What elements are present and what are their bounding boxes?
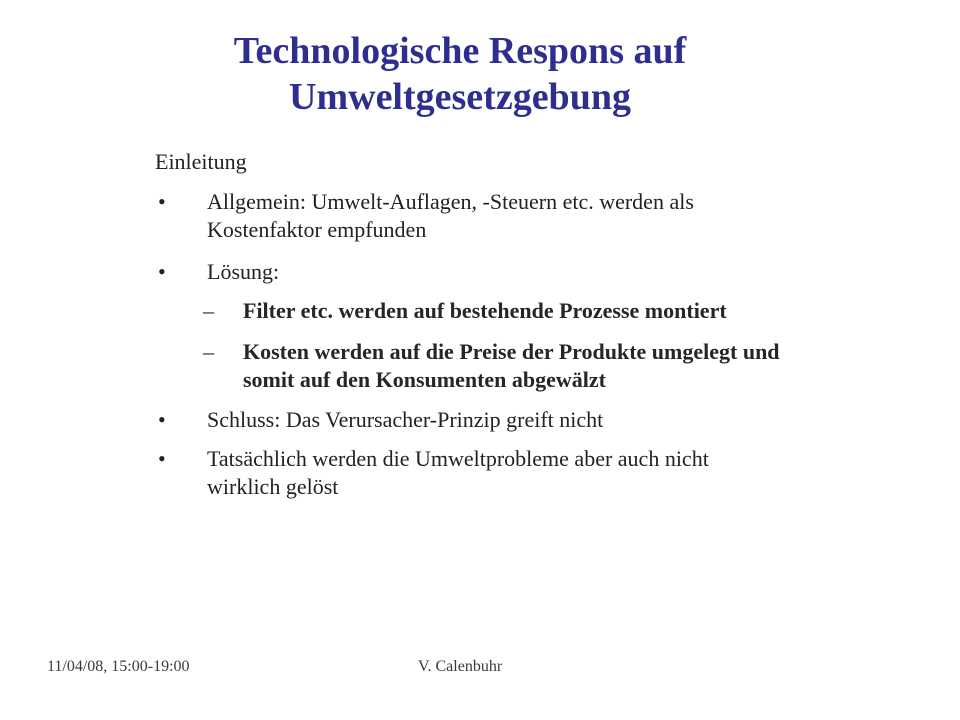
bullet-text-line-2: Kostenfaktor empfunden [207, 217, 427, 242]
slide-title-line-2: Umweltgesetzgebung [289, 76, 631, 118]
bullet-icon: • [158, 407, 166, 432]
bullet-text [207, 258, 887, 286]
sub-item-text-line-1: Filter etc. werden auf bestehende Prozesse montiert [243, 298, 727, 323]
bullet-icon: • [158, 259, 166, 284]
bullet-text-line-1: Lösung: [207, 259, 280, 284]
sub-item-text-line-2: somit auf den Konsumenten abgewälzt [243, 367, 607, 392]
sub-item-text [243, 338, 943, 394]
bullet-text [207, 188, 887, 244]
bullet-text-line-1: Tatsächlich werden die Umweltprobleme aber auch nicht [207, 446, 709, 471]
bullet-text [207, 406, 887, 434]
bullet-text-line-2: wirklich gelöst [207, 474, 339, 499]
sub-item-text [243, 297, 943, 325]
bullet-text-line-1: Allgemein: Umwelt-Auflagen, -Steuern etc. werden als [207, 189, 694, 214]
footer-author: V. Calenbuhr [418, 658, 503, 675]
dash-icon: – [203, 339, 214, 364]
bullet-icon: • [158, 189, 166, 214]
bullet-text-line-1: Schluss: Das Verursacher-Prinzip greift nicht [207, 407, 604, 432]
bullet-text [207, 445, 887, 501]
sub-item-text-line-1: Kosten werden auf die Preise der Produkte umgelegt und [243, 339, 780, 364]
dash-icon: – [203, 298, 214, 323]
slide-title-line-1: Technologische Respons auf [233, 30, 687, 72]
slide-title [0, 28, 920, 120]
intro-heading: Einleitung [155, 149, 247, 174]
bullet-icon: • [158, 446, 166, 471]
footer-datetime: 11/04/08, 15:00-19:00 [47, 658, 190, 675]
